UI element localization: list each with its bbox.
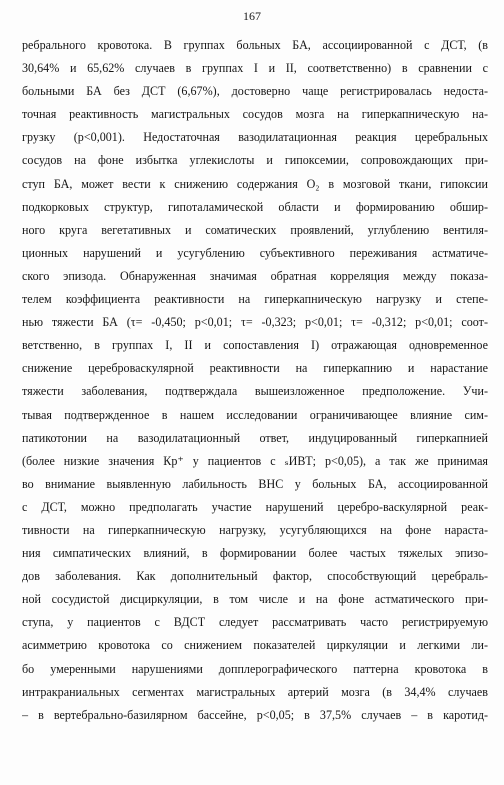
text-line: снижение цереброваскулярной реактивности на гиперкапнию и нарастание bbox=[22, 361, 488, 376]
text-line: ния симпатических влияний, в формировании более частых тяжелых эпизо- bbox=[22, 546, 488, 561]
text-line: во внимание выявленную лабильность ВНС у больных БА, ассоциированной bbox=[22, 476, 488, 491]
text-line: нью тяжести БА (τ= -0,450; p<0,01; τ= -0,323; p<0,01; τ= -0,312; p<0,01; соот- bbox=[22, 315, 488, 330]
page-number: 167 bbox=[243, 9, 261, 23]
text-line: ветственно, в группах I, II и сопоставления I) отражающая одновременное bbox=[22, 338, 488, 353]
text-line: (более низкие значения Кр⁺ у пациентов с ₛИВТ; p<0,05), а так же принимая bbox=[22, 453, 488, 468]
text-line: ступ БА, может вести к снижению содержания O₂ в мозговой ткани, гипоксии bbox=[22, 176, 488, 191]
text-line: подкорковых структур, гипоталамической области и формированию обшир- bbox=[22, 199, 488, 214]
text-line: тивности на гиперкапническую нагрузку, усугубляющихся на фоне нараста- bbox=[22, 522, 488, 537]
text-line: тывая подтвержденное в нашем исследовании ограничивающее влияние сим- bbox=[22, 407, 488, 422]
text-line: точная реактивность магистральных сосудов мозга на гиперкапническую на- bbox=[22, 107, 488, 122]
text-line: с ДСТ, можно предполагать участие нарушений церебро-васкулярной реак- bbox=[22, 499, 488, 514]
text-line: ного круга вегетативных и соматических проявлений, углублению вентиля- bbox=[22, 222, 488, 237]
text-line: ского эпизода. Обнаруженная значимая обратная корреляция между показа- bbox=[22, 268, 488, 283]
text-line: телем коэффициента реактивности на гиперкапническую нагрузку и степе- bbox=[22, 292, 488, 307]
text-line: ционных нарушений и усугублению субъективного переживания астматиче- bbox=[22, 245, 488, 260]
text-line: патикотонии на вазодилатационный ответ, индуцированный гиперкапнией bbox=[22, 430, 488, 445]
text-line: тяжести заболевания, подтверждала вышеизложенное предположение. Учи- bbox=[22, 384, 488, 399]
body-text bbox=[22, 34, 488, 727]
text-line: 30,64% и 65,62% случаев в группах I и II, соответственно) в сравнении с bbox=[22, 61, 488, 76]
text-line: грузку (p<0,001). Недостаточная вазодилатационная реакция церебральных bbox=[22, 130, 488, 145]
text-line: бо умеренными нарушениями допплерографического паттерна кровотока в bbox=[22, 661, 488, 676]
text-line: ребрального кровотока. В группах больных БА, ассоциированной с ДСТ, (в bbox=[22, 38, 488, 52]
text-line: дов заболевания. Как дополнительный фактор, способствующий церебраль- bbox=[22, 569, 488, 584]
text-line: ной сосудистой дисциркуляции, в том числе и на фоне астматического при- bbox=[22, 592, 488, 607]
text-line: сосудов на фоне избытка углекислоты и гипоксемии, сопровождающих при- bbox=[22, 153, 488, 168]
text-line: больными БА без ДСТ (6,67%), достоверно чаще регистрировалась недоста- bbox=[22, 84, 488, 99]
text-line: интракраниальных сегментах магистральных артерий мозга (в 34,4% случаев bbox=[22, 684, 488, 699]
text-line: ступа, у пациентов с ВДСТ следует рассматривать часто регистрируемую bbox=[22, 615, 488, 630]
text-line: асимметрию кровотока со снижением показателей циркуляции и легкими ли- bbox=[22, 638, 488, 653]
text-line: – в вертебрально-базилярном бассейне, p<0,05; в 37,5% случаев – в каротид- bbox=[22, 707, 488, 722]
